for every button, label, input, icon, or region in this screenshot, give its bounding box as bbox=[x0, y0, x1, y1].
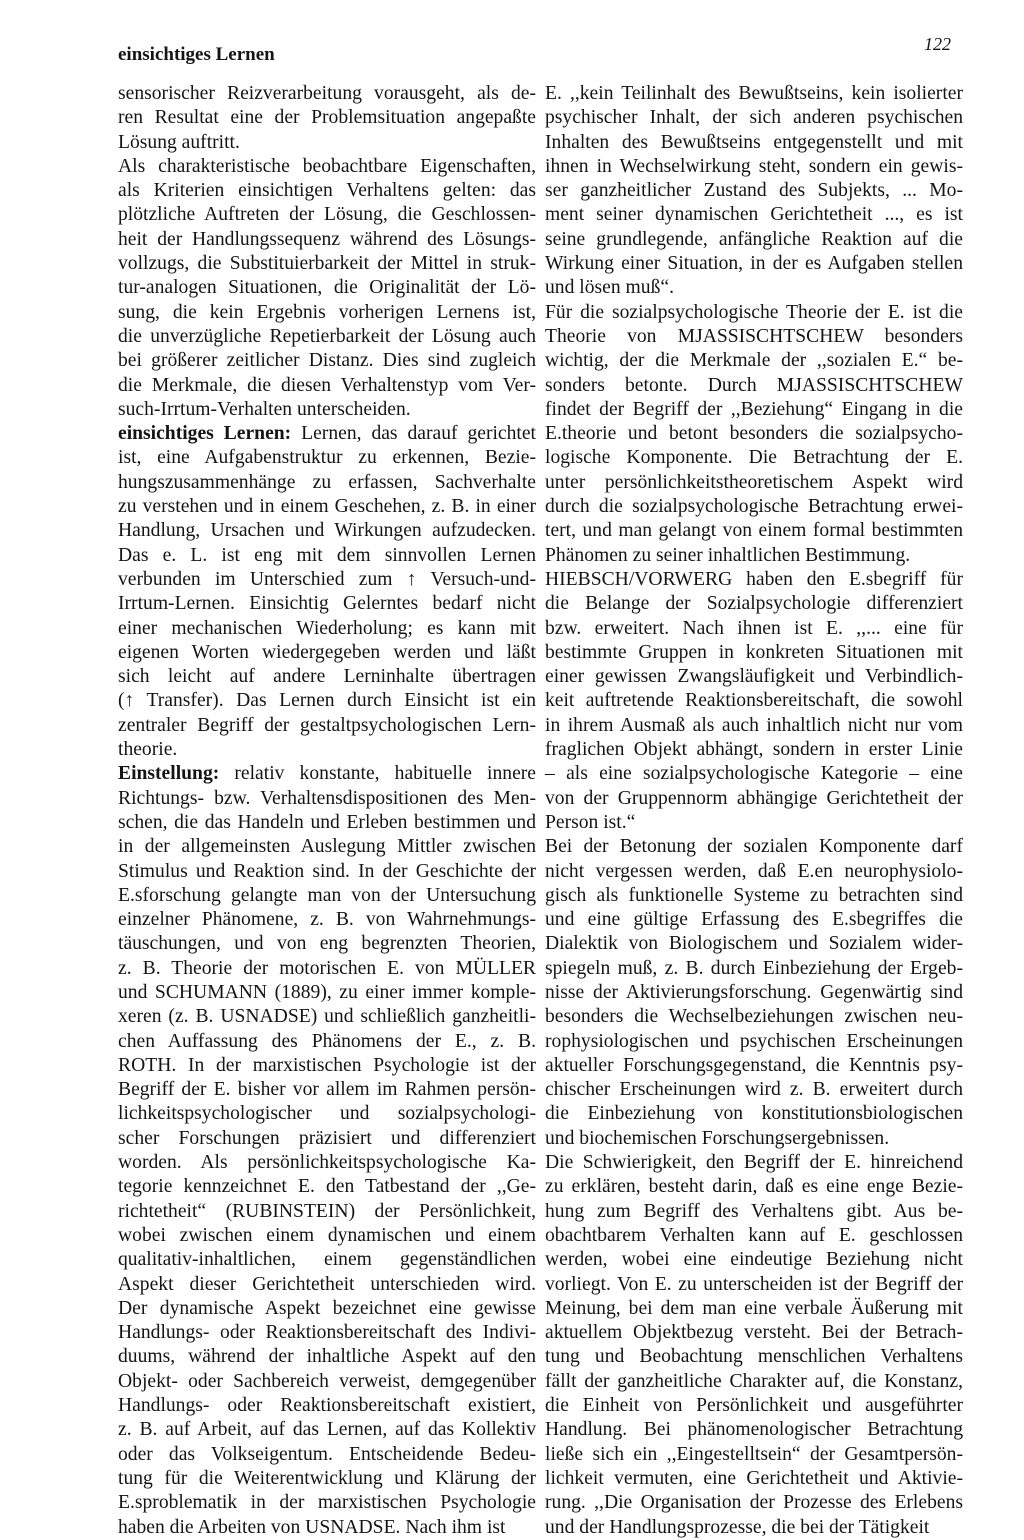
text-line: z. B. Theorie der motorischen E. von MÜLLER bbox=[118, 957, 536, 979]
text-line: sung, die kein Ergebnis vorherigen Lernens ist, bbox=[118, 301, 536, 323]
text-line: und der Handlungsprozesse, die bei der Tätigkeit bbox=[545, 1516, 930, 1538]
text-line: vollzugs, die Substituierbarkeit der Mittel in struk- bbox=[118, 253, 536, 275]
text-line: HIEBSCH/VORWERG haben den E.sbegriff für bbox=[545, 568, 963, 590]
text-line: nicht vergessen werden, daß E.en neurophysiolo- bbox=[545, 860, 963, 882]
text-line: spiegeln muß, z. B. durch Einbeziehung der Ergeb- bbox=[545, 957, 963, 979]
text-line: E.sforschung gelangte man von der Untersuchung bbox=[118, 884, 536, 906]
text-line: (↑ Transfer). Das Lernen durch Einsicht ist ein bbox=[118, 690, 536, 712]
text-line: duums, während der inhaltliche Aspekt auf den bbox=[118, 1346, 536, 1368]
text-line: Phänomen zu seiner inhaltlichen Bestimmung. bbox=[545, 544, 911, 566]
page-number: 122 bbox=[924, 34, 951, 54]
paragraph bbox=[118, 155, 536, 422]
text-line: zu verstehen und in einem Geschehen, z. B. in einer bbox=[118, 496, 536, 518]
text-line: lichkeit vermuten, eine Gerichtetheit und Aktivie- bbox=[545, 1467, 963, 1489]
text-line: E. ,,kein Teilinhalt des Bewußtseins, kein isolierter bbox=[545, 83, 963, 104]
text-line: aktuellem Objektbezug versteht. Bei der Betrach- bbox=[545, 1322, 963, 1344]
text-line: in ihrem Ausmaß als auch inhaltlich nicht nur vom bbox=[545, 714, 963, 736]
text-line: gisch als funktionelle Systeme zu betrachten sind bbox=[545, 884, 963, 906]
text-line: chischer Erscheinungen wird z. B. erweitert durch bbox=[545, 1079, 963, 1101]
text-line: Bei der Betonung der sozialen Komponente darf bbox=[545, 836, 963, 858]
text-line: keit auftretende Reaktionsbereitschaft, die sowohl bbox=[545, 690, 963, 712]
text-line-rest: Lernen, das darauf gerichtet bbox=[291, 423, 536, 445]
text-line: hungszusammenhänge zu erfassen, Sachverhalte bbox=[118, 471, 536, 493]
text-line: Handlungs- oder Reaktionsbereitschaft des Indivi- bbox=[118, 1322, 536, 1344]
text-line: tur-analogen Situationen, die Originalität der Lö- bbox=[118, 277, 536, 299]
text-line: die Belange der Sozialpsychologie differenziert bbox=[545, 593, 963, 615]
paragraph bbox=[545, 82, 963, 301]
text-line: Inhalten des Bewußtseins entgegenstellt und mit bbox=[545, 131, 963, 153]
text-line: E.theorie und betont besonders die sozialpsycho- bbox=[545, 423, 963, 445]
text-line: psychischer Inhalt, der sich anderen psychischen bbox=[545, 107, 963, 129]
text-line: ren Resultat eine der Problemsituation angepaßte bbox=[118, 107, 536, 129]
text-line: Das e. L. ist eng mit dem sinnvollen Lernen bbox=[118, 544, 536, 566]
text-line: in der allgemeinsten Auslegung Mittler zwischen bbox=[118, 836, 536, 858]
text-line: verbunden im Unterschied zum ↑ Versuch-und- bbox=[118, 568, 536, 590]
text-line: E.sproblematik in der marxistischen Psychologie bbox=[118, 1492, 536, 1514]
text-line: tert, und man gelangt von einem formal bestimmten bbox=[545, 520, 963, 542]
text-line: Lösung auftritt. bbox=[118, 131, 240, 153]
text-line: Handlung. Bei phänomenologischer Betrachtung bbox=[545, 1419, 963, 1441]
text-line: Wirkung einer Situation, in der es Aufgaben stellen bbox=[545, 253, 963, 275]
text-line: theorie. bbox=[118, 739, 178, 761]
paragraph bbox=[545, 835, 963, 1151]
paragraph bbox=[118, 82, 536, 155]
text-line: chen Auffassung des Phänomens der E., z. B. bbox=[118, 1030, 536, 1052]
text-line-rest: relativ konstante, habituelle innere bbox=[219, 763, 536, 785]
text-line: ROTH. In der marxistischen Psychologie ist der bbox=[118, 1054, 536, 1076]
paragraph bbox=[118, 422, 536, 762]
text-line: sensorischer Reizverarbeitung vorausgeht, als de- bbox=[118, 83, 536, 104]
text-line: die Einbeziehung von konstitutionsbiologischen bbox=[545, 1103, 963, 1125]
text-line: bestimmte Gruppen in konkreten Situationen mit bbox=[545, 641, 963, 663]
text-line: wichtig, der die Merkmale der ,,sozialen E.“ be- bbox=[545, 350, 963, 372]
text-line: und biochemischen Forschungsergebnissen. bbox=[545, 1127, 890, 1149]
text-line: lichkeitspsychologischer und sozialpsychologi- bbox=[118, 1103, 536, 1125]
text-line: ment seiner dynamischen Gerichtetheit ..., es ist bbox=[545, 204, 963, 226]
text-line: ihnen in Wechselwirkung steht, sondern ein gewis- bbox=[545, 155, 963, 177]
text-line: schen, die das Handeln und Erleben bestimmen und bbox=[118, 811, 536, 833]
text-line: sonders betonte. Durch MJASSISCHTSCHEW bbox=[545, 374, 963, 396]
text-line: bzw. erweitert. Nach ihnen ist E. ,,... eine für bbox=[545, 617, 963, 639]
paragraph bbox=[545, 301, 963, 568]
text-line: qualitativ-inhaltlichen, einem gegenständlichen bbox=[118, 1249, 536, 1271]
text-line: als Kriterien einsichtigen Verhaltens gelten: das bbox=[118, 180, 536, 202]
text-line bbox=[118, 422, 536, 446]
text-line: Dialektik von Biologischem und Sozialem wider- bbox=[545, 933, 963, 955]
text-line: vorliegt. Von E. zu unterscheiden ist der Begriff der bbox=[545, 1273, 963, 1295]
text-line: fällt der ganzheitliche Charakter auf, die Konstanz, bbox=[545, 1370, 963, 1392]
text-line: Meinung, bei dem man eine verbale Äußerung mit bbox=[545, 1297, 963, 1319]
text-line: einer mechanischen Wiederholung; es kann mit bbox=[118, 617, 536, 639]
text-line: rophysiologischen und psychischen Erscheinungen bbox=[545, 1030, 963, 1052]
paragraph bbox=[118, 762, 536, 1540]
text-line: xeren (z. B. USNADSE) und schließlich ganzheitli- bbox=[118, 1006, 536, 1028]
text-line: Aspekt dieser Gerichtetheit unterschieden wird. bbox=[118, 1273, 536, 1295]
text-line: Als charakteristische beobachtbare Eigenschaften, bbox=[118, 155, 536, 177]
text-line: die Einheit von Persönlichkeit und ausgeführter bbox=[545, 1395, 963, 1417]
text-line: findet der Begriff der ,,Beziehung“ Eingang in die bbox=[545, 398, 963, 420]
text-line: tung für die Weiterentwicklung und Klärung der bbox=[118, 1467, 536, 1489]
left-text-column bbox=[118, 82, 536, 1540]
text-line: nisse der Aktivierungsforschung. Gegenwärtig sind bbox=[545, 981, 963, 1003]
text-line: Richtungs- bzw. Verhaltensdispositionen des Men- bbox=[118, 787, 536, 809]
text-line: Theorie von MJASSISCHTSCHEW besonders bbox=[545, 325, 963, 347]
text-line: sich leicht auf andere Lerninhalte übertragen bbox=[118, 666, 536, 688]
text-line: obachtbarem Verhalten kann auf E. geschlossen bbox=[545, 1224, 963, 1246]
paragraph bbox=[545, 568, 963, 835]
text-line: Die Schwierigkeit, den Begriff der E. hinreichend bbox=[545, 1152, 963, 1174]
text-line: täuschungen, und von eng begrenzten Theorien, bbox=[118, 933, 536, 955]
text-line: von der Gruppennorm abhängige Gerichtetheit der bbox=[545, 787, 963, 809]
entry-lemma: Einstellung: bbox=[118, 763, 220, 785]
text-line: scher Forschungen präzisiert und differenziert bbox=[118, 1127, 536, 1149]
text-line: und SCHUMANN (1889), zu einer immer komple- bbox=[118, 981, 536, 1003]
text-line: unter persönlichkeitstheoretischem Aspekt wird bbox=[545, 471, 963, 493]
text-line: wobei zwischen einem dynamischen und einem bbox=[118, 1224, 536, 1246]
text-line: ließe sich ein ,,Eingestelltsein“ der Gesamtpersön- bbox=[545, 1443, 963, 1465]
text-line: Handlung, Ursachen und Wirkungen aufzudecken. bbox=[118, 520, 536, 542]
text-line: werden, wobei eine eindeutige Beziehung nicht bbox=[545, 1249, 963, 1271]
text-line: zentraler Begriff der gestaltpsychologischen Lern- bbox=[118, 714, 536, 736]
text-line: haben die Arbeiten von USNADSE. Nach ihm ist bbox=[118, 1516, 506, 1538]
text-line: einzelner Phänomene, z. B. von Wahrnehmungs- bbox=[118, 909, 536, 931]
text-line: such-Irrtum-Verhalten unterscheiden. bbox=[118, 398, 411, 420]
text-line: und lösen muß“. bbox=[545, 277, 674, 299]
text-line: plötzliche Auftreten der Lösung, die Geschlossen- bbox=[118, 204, 536, 226]
text-line: Der dynamische Aspekt bezeichnet eine gewisse bbox=[118, 1297, 536, 1319]
text-line: rung. ,,Die Organisation der Prozesse des Erlebens bbox=[545, 1492, 963, 1514]
text-line: heit der Handlungssequenz während des Lösungs- bbox=[118, 228, 536, 250]
text-line: Handlungs- oder Reaktionsbereitschaft existiert, bbox=[118, 1395, 536, 1417]
text-line: eigenen Worten wiedergegeben werden und läßt bbox=[118, 641, 536, 663]
text-line: durch die sozialpsychologische Betrachtung erwei- bbox=[545, 496, 963, 518]
text-line: worden. Als persönlichkeitspsychologische Ka- bbox=[118, 1152, 536, 1174]
text-line bbox=[118, 762, 536, 786]
paragraph bbox=[545, 1151, 963, 1540]
text-line: die Merkmale, die diesen Verhaltenstyp vom Ver- bbox=[118, 374, 536, 396]
entry-lemma: einsichtiges Lernen: bbox=[118, 423, 292, 445]
text-line: tegorie kennzeichnet E. den Tatbestand der ,,Ge- bbox=[118, 1176, 536, 1198]
text-line: einer gewissen Zwangsläufigkeit und Verbindlich- bbox=[545, 666, 963, 688]
text-line: Begriff der E. bisher vor allem im Rahmen persön- bbox=[118, 1079, 536, 1101]
text-line: hung zum Begriff des Verhaltens gibt. Aus be- bbox=[545, 1200, 963, 1222]
running-head: einsichtiges Lernen bbox=[118, 44, 275, 65]
text-line: logische Komponente. Die Betrachtung der E. bbox=[545, 447, 963, 469]
text-line: – als eine sozialpsychologische Kategorie – eine bbox=[545, 763, 963, 785]
text-line: ist, eine Aufgabenstruktur zu erkennen, Bezie- bbox=[118, 447, 536, 469]
text-line: ser ganzheitlicher Zustand des Subjekts, ... Mo- bbox=[545, 180, 963, 202]
text-line: besonders die Wechselbeziehungen zwischen neu- bbox=[545, 1006, 963, 1028]
text-line: oder das Volkseigentum. Entscheidende Bedeu- bbox=[118, 1443, 536, 1465]
text-line: Objekt- oder Sachbereich verweist, demgegenüber bbox=[118, 1370, 536, 1392]
text-line: z. B. auf Arbeit, auf das Lernen, auf das Kollektiv bbox=[118, 1419, 536, 1441]
text-line: bei größerer zeitlicher Distanz. Dies sind zugleich bbox=[118, 350, 536, 372]
text-line: seine grundlegende, anfängliche Reaktion auf die bbox=[545, 228, 963, 250]
text-line: und eine gültige Erfassung des E.sbegriffes die bbox=[545, 909, 963, 931]
text-line: tung und Beobachtung menschlichen Verhaltens bbox=[545, 1346, 963, 1368]
text-line: Person ist.“ bbox=[545, 811, 636, 833]
text-line: Stimulus und Reaktion sind. In der Geschichte der bbox=[118, 860, 536, 882]
text-line: die unverzügliche Repetierbarkeit der Lösung auch bbox=[118, 325, 536, 347]
text-line: Für die sozialpsychologische Theorie der E. ist die bbox=[545, 301, 963, 323]
text-line: fraglichen Objekt abhängt, sondern in erster Linie bbox=[545, 739, 963, 761]
text-line: Irrtum-Lernen. Einsichtig Gelerntes bedarf nicht bbox=[118, 593, 536, 615]
right-text-column bbox=[545, 82, 963, 1540]
text-line: zu erklären, besteht darin, daß es eine enge Bezie- bbox=[545, 1176, 963, 1198]
text-line: richtetheit“ (RUBINSTEIN) der Persönlichkeit, bbox=[118, 1200, 536, 1222]
text-line: aktueller Forschungsgegenstand, die Kenntnis psy- bbox=[545, 1054, 963, 1076]
